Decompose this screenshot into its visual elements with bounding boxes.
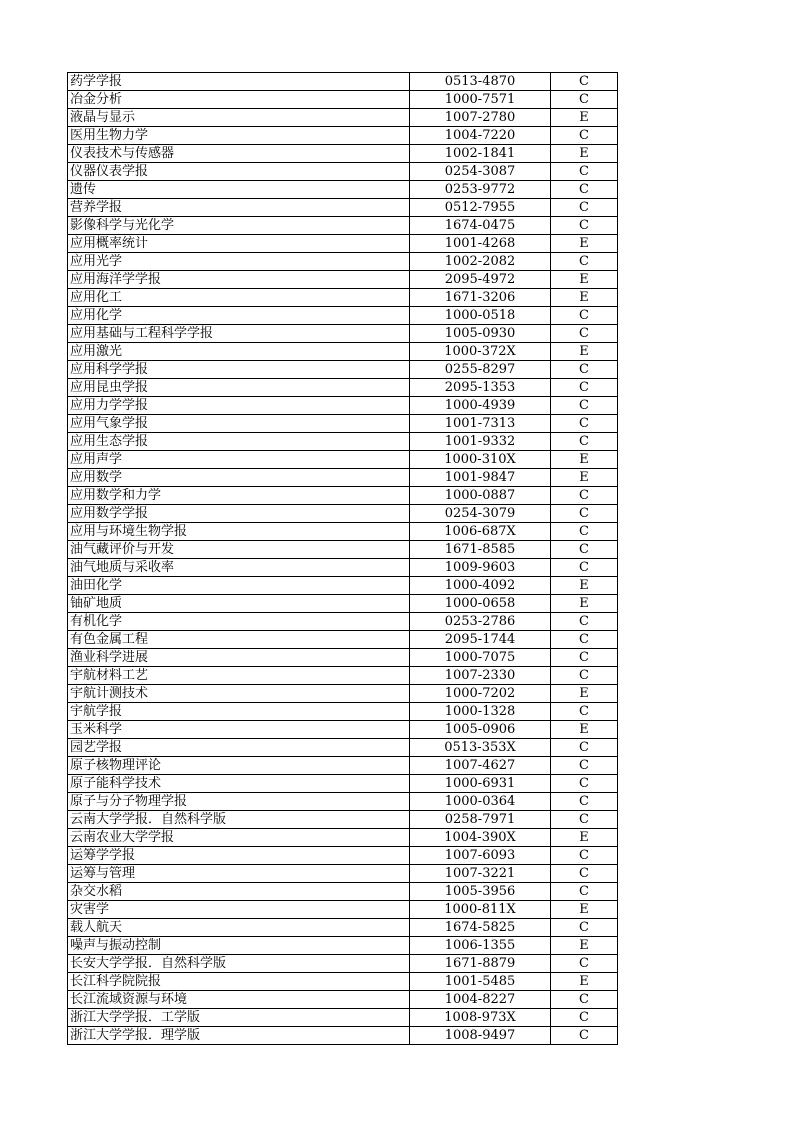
level-cell: C — [551, 541, 618, 559]
journal-name-cell: 营养学报 — [68, 199, 410, 217]
level-cell: C — [551, 523, 618, 541]
journal-name-cell: 原子与分子物理学报 — [68, 793, 410, 811]
issn-cell: 1000-811X — [410, 901, 551, 919]
journal-name-cell: 应用化工 — [68, 289, 410, 307]
table-row — [68, 523, 618, 541]
table-row — [68, 109, 618, 127]
level-cell: C — [551, 649, 618, 667]
issn-cell: 1000-7571 — [410, 91, 551, 109]
issn-cell: 1674-0475 — [410, 217, 551, 235]
issn-cell: 1004-8227 — [410, 991, 551, 1009]
table-row — [68, 973, 618, 991]
journal-list-body — [68, 73, 618, 1045]
issn-cell: 0253-2786 — [410, 613, 551, 631]
level-cell: C — [551, 991, 618, 1009]
level-cell: C — [551, 415, 618, 433]
table-row — [68, 919, 618, 937]
table-row — [68, 577, 618, 595]
issn-cell: 1009-9603 — [410, 559, 551, 577]
issn-cell: 1000-0518 — [410, 307, 551, 325]
table-row — [68, 1009, 618, 1027]
level-cell: C — [551, 163, 618, 181]
issn-cell: 1005-3956 — [410, 883, 551, 901]
table-row — [68, 595, 618, 613]
journal-name-cell: 宇航计测技术 — [68, 685, 410, 703]
level-cell: C — [551, 613, 618, 631]
journal-name-cell: 长江流域资源与环境 — [68, 991, 410, 1009]
journal-name-cell: 渔业科学进展 — [68, 649, 410, 667]
issn-cell: 1000-0364 — [410, 793, 551, 811]
journal-name-cell: 云南大学学报．自然科学版 — [68, 811, 410, 829]
issn-cell: 1000-0658 — [410, 595, 551, 613]
table-row — [68, 991, 618, 1009]
level-cell: E — [551, 451, 618, 469]
journal-name-cell: 运筹学学报 — [68, 847, 410, 865]
table-row — [68, 775, 618, 793]
table-row — [68, 217, 618, 235]
issn-cell: 1000-372X — [410, 343, 551, 361]
journal-name-cell: 应用科学学报 — [68, 361, 410, 379]
issn-cell: 1008-973X — [410, 1009, 551, 1027]
issn-cell: 1000-1328 — [410, 703, 551, 721]
level-cell: E — [551, 343, 618, 361]
table-row — [68, 145, 618, 163]
table-row — [68, 757, 618, 775]
level-cell: C — [551, 379, 618, 397]
level-cell: C — [551, 487, 618, 505]
level-cell: E — [551, 145, 618, 163]
level-cell: E — [551, 577, 618, 595]
table-row — [68, 505, 618, 523]
journal-name-cell: 应用化学 — [68, 307, 410, 325]
issn-cell: 1007-2330 — [410, 667, 551, 685]
level-cell: E — [551, 109, 618, 127]
journal-name-cell: 油气地质与采收率 — [68, 559, 410, 577]
issn-cell: 1674-5825 — [410, 919, 551, 937]
journal-name-cell: 应用力学学报 — [68, 397, 410, 415]
table-row — [68, 469, 618, 487]
issn-cell: 0513-353X — [410, 739, 551, 757]
table-row — [68, 703, 618, 721]
table-row — [68, 541, 618, 559]
issn-cell: 1001-9847 — [410, 469, 551, 487]
journal-name-cell: 铀矿地质 — [68, 595, 410, 613]
table-row — [68, 937, 618, 955]
level-cell: C — [551, 361, 618, 379]
level-cell: C — [551, 703, 618, 721]
journal-name-cell: 应用数学 — [68, 469, 410, 487]
table-row — [68, 901, 618, 919]
journal-name-cell: 原子能科学技术 — [68, 775, 410, 793]
table-row — [68, 289, 618, 307]
journal-name-cell: 应用海洋学学报 — [68, 271, 410, 289]
table-row — [68, 307, 618, 325]
issn-cell: 0253-9772 — [410, 181, 551, 199]
level-cell: E — [551, 289, 618, 307]
issn-cell: 1000-7075 — [410, 649, 551, 667]
journal-name-cell: 云南农业大学学报 — [68, 829, 410, 847]
issn-cell: 1671-8879 — [410, 955, 551, 973]
table-row — [68, 847, 618, 865]
issn-cell: 1000-4092 — [410, 577, 551, 595]
journal-name-cell: 冶金分析 — [68, 91, 410, 109]
level-cell: C — [551, 217, 618, 235]
level-cell: C — [551, 325, 618, 343]
journal-name-cell: 应用生态学报 — [68, 433, 410, 451]
issn-cell: 0254-3079 — [410, 505, 551, 523]
table-row — [68, 631, 618, 649]
level-cell: C — [551, 631, 618, 649]
table-row — [68, 829, 618, 847]
table-row — [68, 487, 618, 505]
journal-name-cell: 应用声学 — [68, 451, 410, 469]
issn-cell: 1001-7313 — [410, 415, 551, 433]
journal-name-cell: 液晶与显示 — [68, 109, 410, 127]
journal-name-cell: 应用与环境生物学报 — [68, 523, 410, 541]
issn-cell: 1004-7220 — [410, 127, 551, 145]
level-cell: C — [551, 847, 618, 865]
table-row — [68, 613, 618, 631]
table-row — [68, 163, 618, 181]
table-row — [68, 361, 618, 379]
level-cell: C — [551, 757, 618, 775]
table-row — [68, 667, 618, 685]
table-row — [68, 379, 618, 397]
issn-cell: 1008-9497 — [410, 1027, 551, 1045]
journal-name-cell: 应用概率统计 — [68, 235, 410, 253]
level-cell: E — [551, 469, 618, 487]
issn-cell: 1001-4268 — [410, 235, 551, 253]
level-cell: C — [551, 397, 618, 415]
journal-name-cell: 原子核物理评论 — [68, 757, 410, 775]
issn-cell: 1005-0930 — [410, 325, 551, 343]
table-row — [68, 325, 618, 343]
level-cell: E — [551, 271, 618, 289]
table-row — [68, 955, 618, 973]
issn-cell: 1001-5485 — [410, 973, 551, 991]
journal-name-cell: 园艺学报 — [68, 739, 410, 757]
issn-cell: 0513-4870 — [410, 73, 551, 91]
journal-name-cell: 油气藏评价与开发 — [68, 541, 410, 559]
table-row — [68, 721, 618, 739]
table-row — [68, 559, 618, 577]
journal-name-cell: 灾害学 — [68, 901, 410, 919]
journal-name-cell: 仪表技术与传感器 — [68, 145, 410, 163]
journal-name-cell: 有色金属工程 — [68, 631, 410, 649]
issn-cell: 1671-8585 — [410, 541, 551, 559]
level-cell: C — [551, 811, 618, 829]
issn-cell: 1007-3221 — [410, 865, 551, 883]
journal-name-cell: 油田化学 — [68, 577, 410, 595]
journal-name-cell: 应用昆虫学报 — [68, 379, 410, 397]
level-cell: C — [551, 199, 618, 217]
issn-cell: 1002-2082 — [410, 253, 551, 271]
level-cell: C — [551, 955, 618, 973]
journal-name-cell: 运筹与管理 — [68, 865, 410, 883]
level-cell: E — [551, 721, 618, 739]
table-row — [68, 235, 618, 253]
issn-cell: 2095-4972 — [410, 271, 551, 289]
journal-name-cell: 药学学报 — [68, 73, 410, 91]
issn-cell: 1006-687X — [410, 523, 551, 541]
table-row — [68, 73, 618, 91]
issn-cell: 0512-7955 — [410, 199, 551, 217]
table-row — [68, 181, 618, 199]
journal-name-cell: 应用激光 — [68, 343, 410, 361]
level-cell: C — [551, 739, 618, 757]
journal-name-cell: 应用气象学报 — [68, 415, 410, 433]
level-cell: C — [551, 127, 618, 145]
level-cell: E — [551, 973, 618, 991]
issn-cell: 1005-0906 — [410, 721, 551, 739]
level-cell: C — [551, 433, 618, 451]
issn-cell: 1000-4939 — [410, 397, 551, 415]
level-cell: C — [551, 793, 618, 811]
journal-name-cell: 杂交水稻 — [68, 883, 410, 901]
table-row — [68, 433, 618, 451]
journal-name-cell: 应用数学和力学 — [68, 487, 410, 505]
level-cell: C — [551, 1009, 618, 1027]
table-row — [68, 127, 618, 145]
journal-name-cell: 宇航学报 — [68, 703, 410, 721]
journal-name-cell: 仪器仪表学报 — [68, 163, 410, 181]
table-row — [68, 253, 618, 271]
issn-cell: 0258-7971 — [410, 811, 551, 829]
table-row — [68, 343, 618, 361]
level-cell: C — [551, 667, 618, 685]
level-cell: C — [551, 307, 618, 325]
journal-name-cell: 浙江大学学报．工学版 — [68, 1009, 410, 1027]
issn-cell: 1000-6931 — [410, 775, 551, 793]
level-cell: C — [551, 559, 618, 577]
issn-cell: 0254-3087 — [410, 163, 551, 181]
level-cell: C — [551, 91, 618, 109]
level-cell: E — [551, 829, 618, 847]
level-cell: C — [551, 505, 618, 523]
level-cell: E — [551, 595, 618, 613]
issn-cell: 1000-7202 — [410, 685, 551, 703]
table-row — [68, 649, 618, 667]
journal-name-cell: 应用光学 — [68, 253, 410, 271]
table-row — [68, 811, 618, 829]
level-cell: C — [551, 883, 618, 901]
table-row — [68, 1027, 618, 1045]
journal-list-table — [67, 72, 618, 1045]
issn-cell: 2095-1353 — [410, 379, 551, 397]
journal-name-cell: 浙江大学学报．理学版 — [68, 1027, 410, 1045]
table-row — [68, 739, 618, 757]
journal-name-cell: 载人航天 — [68, 919, 410, 937]
table-row — [68, 397, 618, 415]
issn-cell: 1000-0887 — [410, 487, 551, 505]
journal-name-cell: 影像科学与光化学 — [68, 217, 410, 235]
level-cell: C — [551, 919, 618, 937]
journal-name-cell: 应用数学学报 — [68, 505, 410, 523]
level-cell: C — [551, 865, 618, 883]
issn-cell: 1004-390X — [410, 829, 551, 847]
issn-cell: 0255-8297 — [410, 361, 551, 379]
journal-name-cell: 噪声与振动控制 — [68, 937, 410, 955]
table-row — [68, 271, 618, 289]
journal-name-cell: 应用基础与工程科学学报 — [68, 325, 410, 343]
table-row — [68, 415, 618, 433]
journal-name-cell: 宇航材料工艺 — [68, 667, 410, 685]
table-row — [68, 685, 618, 703]
level-cell: C — [551, 775, 618, 793]
journal-name-cell: 医用生物力学 — [68, 127, 410, 145]
table-row — [68, 793, 618, 811]
issn-cell: 1007-6093 — [410, 847, 551, 865]
level-cell: C — [551, 1027, 618, 1045]
issn-cell: 1000-310X — [410, 451, 551, 469]
journal-name-cell: 长江科学院院报 — [68, 973, 410, 991]
issn-cell: 1007-4627 — [410, 757, 551, 775]
journal-name-cell: 有机化学 — [68, 613, 410, 631]
journal-name-cell: 长安大学学报．自然科学版 — [68, 955, 410, 973]
level-cell: C — [551, 181, 618, 199]
table-row — [68, 91, 618, 109]
issn-cell: 1007-2780 — [410, 109, 551, 127]
table-row — [68, 865, 618, 883]
issn-cell: 1001-9332 — [410, 433, 551, 451]
level-cell: C — [551, 253, 618, 271]
issn-cell: 2095-1744 — [410, 631, 551, 649]
level-cell: E — [551, 901, 618, 919]
level-cell: C — [551, 73, 618, 91]
table-row — [68, 883, 618, 901]
issn-cell: 1002-1841 — [410, 145, 551, 163]
level-cell: E — [551, 937, 618, 955]
level-cell: E — [551, 685, 618, 703]
journal-name-cell: 玉米科学 — [68, 721, 410, 739]
journal-name-cell: 遗传 — [68, 181, 410, 199]
table-row — [68, 199, 618, 217]
level-cell: E — [551, 235, 618, 253]
issn-cell: 1006-1355 — [410, 937, 551, 955]
issn-cell: 1671-3206 — [410, 289, 551, 307]
table-row — [68, 451, 618, 469]
